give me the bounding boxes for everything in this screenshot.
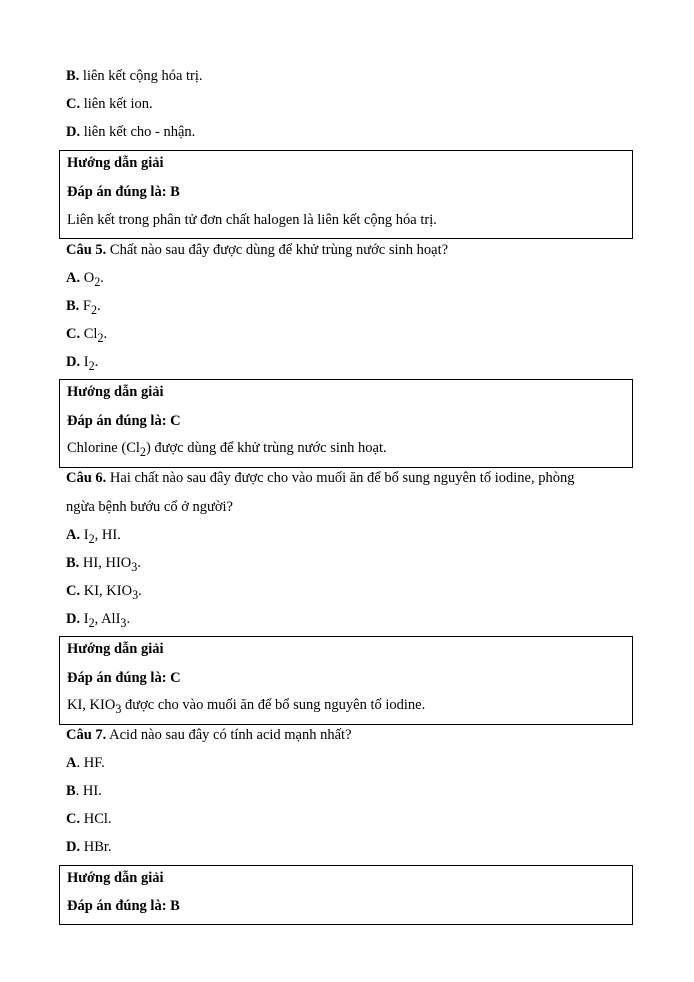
question-7: Câu 7. Acid nào sau đây có tính acid mạnh nhất? <box>66 727 352 743</box>
question-6-continued: ngừa bệnh bướu cổ ở người? <box>66 499 233 515</box>
option-d: D. $I_2$. <box>66 354 99 373</box>
explanation: Chlorine $(Cl_2)$ được dùng để khử trùng nước sinh hoạt. <box>67 440 387 459</box>
explanation: KI, $KIO_3$ được cho vào muối ăn để bổ sung nguyên tố iodine. <box>67 697 426 716</box>
option-c: C. liên kết ion. <box>66 96 153 112</box>
solution-heading: Hướng dẫn giải <box>67 641 164 657</box>
answer-line: Đáp án đúng là: B <box>67 184 180 200</box>
option-c: C. $Cl_2$. <box>66 326 108 345</box>
explanation: Liên kết trong phân tử đơn chất halogen là liên kết cộng hóa trị. <box>67 212 437 228</box>
option-a: A. $O_2$. <box>66 270 104 289</box>
option-b: B. $F_2$. <box>66 298 101 317</box>
answer-line: Đáp án đúng là: B <box>67 898 180 914</box>
answer-line: Đáp án đúng là: C <box>67 670 181 686</box>
solution-box <box>59 865 633 925</box>
solution-heading: Hướng dẫn giải <box>67 870 164 886</box>
option-b: B. HI, $HIO_3$. <box>66 555 141 574</box>
option-d: D. liên kết cho - nhận. <box>66 124 196 140</box>
option-d: D. $I_2$, AlI$_3$. <box>66 611 131 630</box>
question-6: Câu 6. Hai chất nào sau đây được cho vào muối ăn để bổ sung nguyên tố iodine, phòng <box>66 470 575 486</box>
option-a: A. HF. <box>66 755 105 771</box>
solution-box <box>59 636 633 725</box>
solution-box <box>59 150 633 239</box>
option-c: C. HCl. <box>66 811 112 827</box>
option-b: B. liên kết cộng hóa trị. <box>66 68 203 84</box>
solution-heading: Hướng dẫn giải <box>67 155 164 171</box>
solution-box <box>59 379 633 468</box>
option-a: A. $I_2$, HI. <box>66 527 121 546</box>
option-b: B. HI. <box>66 783 102 799</box>
option-d: D. HBr. <box>66 839 112 855</box>
answer-line: Đáp án đúng là: C <box>67 413 181 429</box>
solution-heading: Hướng dẫn giải <box>67 384 164 400</box>
option-c: C. KI, $KIO_3$. <box>66 583 142 602</box>
question-5: Câu 5. Chất nào sau đây được dùng để khử trùng nước sinh hoạt? <box>66 242 449 258</box>
